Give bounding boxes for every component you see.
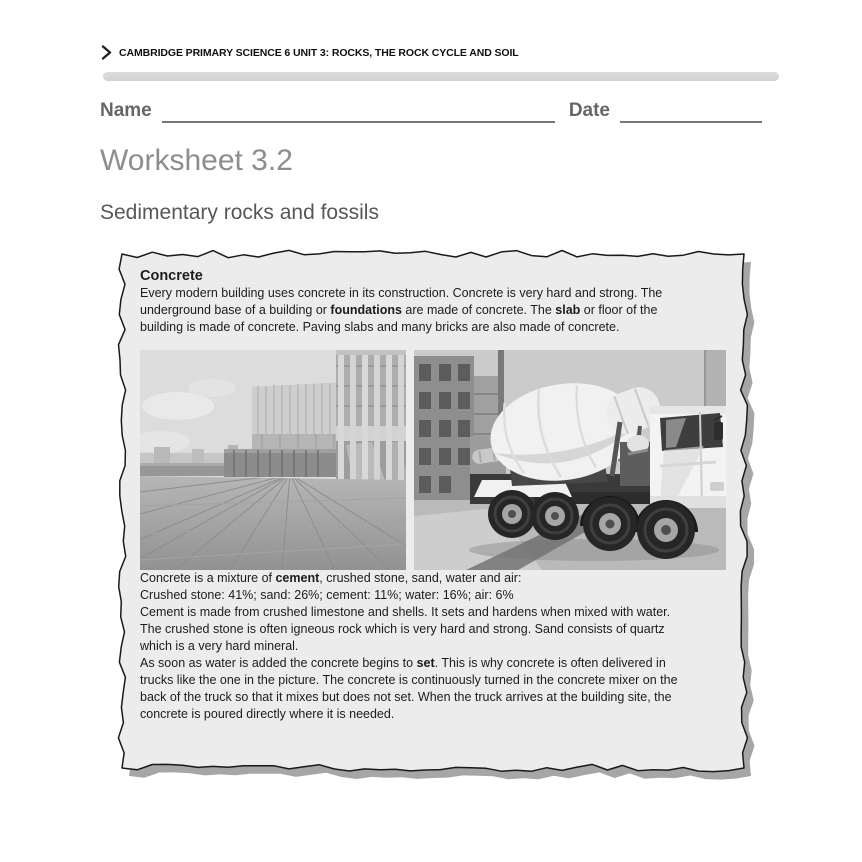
chevron-right-icon: [101, 45, 112, 60]
card-paragraph-set: As soon as water is added the concrete begins to set. This is why concrete is often delivered in trucks like the one in the picture. The concrete is continuously turned in the concrete mixer on the back of the truck so that it mixes but does not set. When the truck arrives at the building site, the concrete is poured directly where it is needed.: [140, 656, 678, 721]
card-paragraph-cement: Cement is made from crushed limestone and shells. It sets and hardens when mixed with water. The crushed stone is often igneous rock which is very hard and strong. Sand consists of quartz which is a very hard mineral.: [140, 605, 671, 653]
date-label: Date: [568, 100, 610, 121]
page-title: Worksheet 3.2: [100, 144, 293, 177]
breadcrumb-text: CAMBRIDGE PRIMARY SCIENCE 6 UNIT 3: ROCKS, THE ROCK CYCLE AND SOIL: [119, 46, 519, 59]
card-paragraph-percentages: Crushed stone: 41%; sand: 26%; cement: 11%; water: 16%; air: 6%: [140, 588, 514, 602]
name-label: Name: [100, 100, 152, 121]
concrete-info-card: [112, 246, 760, 786]
breadcrumb: [101, 45, 519, 60]
card-heading: Concrete: [140, 268, 203, 284]
truck-cab: [650, 406, 726, 508]
name-blank-line: [162, 99, 555, 123]
entrance-glass: [224, 449, 338, 477]
date-blank-line: [620, 99, 762, 123]
card-paragraph-intro: Every modern building uses concrete in its construction. Concrete is very hard and strong. The underground base of a building or foundations are made of concrete. The slab or floor of the building is made of concrete. Paving slabs and many bricks are also made of concrete.: [140, 286, 663, 334]
card-content: [140, 268, 740, 723]
tall-building: [336, 350, 406, 486]
card-paragraph-mixture: Concrete is a mixture of cement, crushed stone, sand, water and air:: [140, 571, 522, 585]
paved-plaza: [140, 474, 406, 570]
page-subtitle: Sedimentary rocks and fossils: [100, 201, 379, 224]
modern-buildings-photo: [140, 350, 406, 570]
header-divider: [103, 72, 779, 81]
concrete-mixer-truck-photo: [414, 350, 726, 570]
name-date-row: [100, 99, 762, 123]
photo-row: [140, 350, 740, 570]
